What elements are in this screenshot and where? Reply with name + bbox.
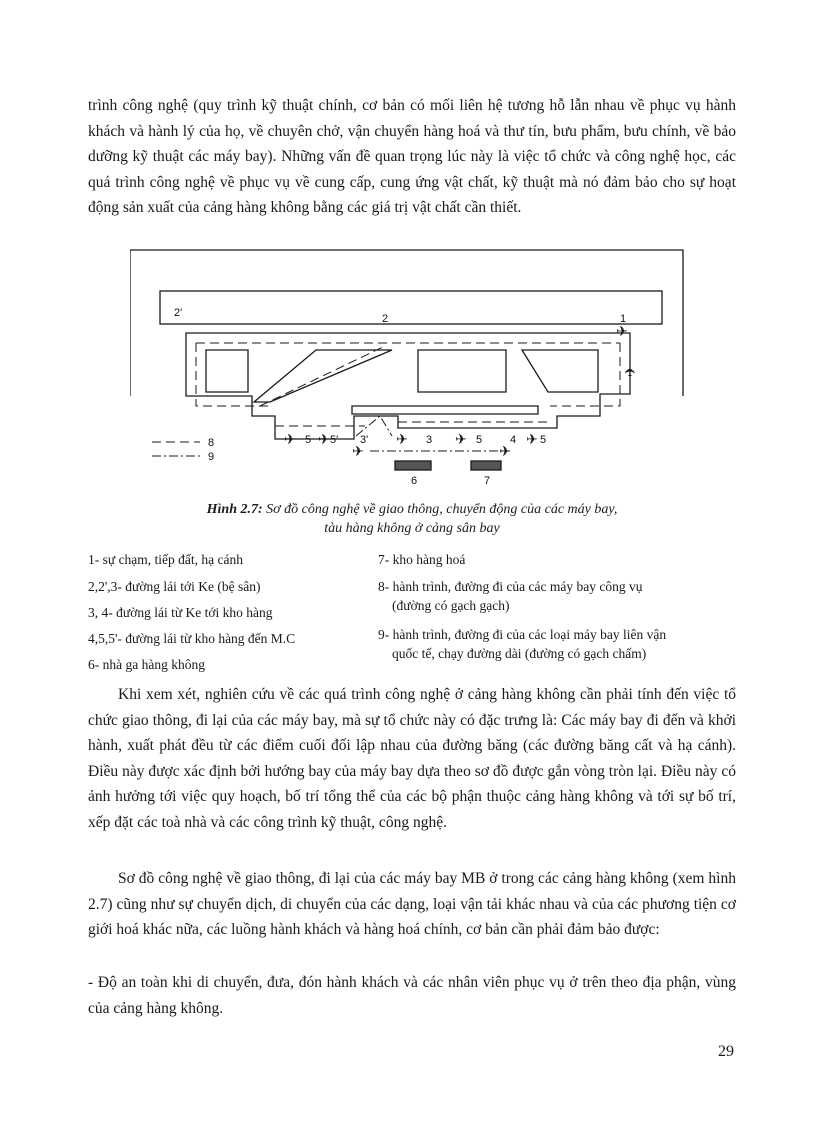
label-5c: 5 xyxy=(540,434,547,446)
aircraft-icon: ✈ xyxy=(455,431,467,447)
label-7: 7 xyxy=(484,475,491,487)
label-8: 8 xyxy=(208,437,215,449)
legend-item-6: 6- nhà ga hàng không xyxy=(88,657,205,672)
paragraph-traffic-scheme: Sơ đồ công nghệ về giao thông, đi lại của các máy bay MB ở trong các cảng hàng không (xem hình 2.7) cũng như sự chuyển dịch, di chuyển của các dạng, loại vận tải khác nhau và của các phương tiện cơ giới hoá khác nữa, các luồng hành khách và hàng hoá chính, cơ bản cần phải đảm bảo được: xyxy=(88,870,736,939)
label-5-prime: 5' xyxy=(330,434,339,446)
label-1: 1 xyxy=(620,313,627,325)
legend-item-9: 9- hành trình, đường đi của các loại máy bay liên vận xyxy=(378,627,667,642)
caption-lead: Hình 2.7: xyxy=(206,502,263,517)
terminal-building xyxy=(395,461,431,470)
legend-item-1: 1- sự chạm, tiếp đất, hạ cánh xyxy=(88,552,244,567)
taxi-route-diagonal xyxy=(260,346,385,406)
aircraft-icon: ✈ xyxy=(616,323,628,339)
aircraft-icon: ✈ xyxy=(499,443,511,459)
aircraft-icon: ✈ xyxy=(622,365,638,377)
apron-strip xyxy=(352,406,538,414)
taxiway-outline xyxy=(186,333,630,439)
label-2-prime: 2' xyxy=(174,307,183,319)
caption-line-1: Sơ đồ công nghệ về giao thông, chuyển động của các máy bay, xyxy=(266,502,618,517)
label-5: 5 xyxy=(305,434,312,446)
island-diagonal xyxy=(254,350,392,402)
label-9: 9 xyxy=(208,451,215,463)
legend-item-4: 4,5,5'- đường lái từ kho hàng đến M.C xyxy=(88,631,296,646)
legend-item-8-cont: (đường có gạch gạch) xyxy=(392,598,510,613)
page-number: 29 xyxy=(718,1043,734,1060)
runway xyxy=(160,291,662,324)
cargo-warehouse xyxy=(471,461,501,470)
legend-item-8: 8- hành trình, đường đi của các máy bay công vụ xyxy=(378,579,643,594)
aircraft-icon: ✈ xyxy=(526,431,538,447)
aircraft-icon: ✈ xyxy=(318,431,330,447)
outer-boundary xyxy=(130,250,683,396)
label-5b: 5 xyxy=(476,434,483,446)
paragraph-traffic-organization: Khi xem xét, nghiên cứu về các quá trình công nghệ ở cảng hàng không cần phải tính đến việc tổ chức giao thông, đi lại của các máy bay, mà sự tổ chức này có đặc trưng là: Các máy bay đi đến và khởi hành, xuất phát đều từ các điểm cuối đối lập nhau của đường băng (các đường băng cất và hạ cánh). Điều này được xác định bởi hướng bay của máy bay dựa theo sơ đồ được gắn vòng tròn lại. Điều này có ảnh hưởng tới việc quy hoạch, bố trí tổng thể của các bộ phận thuộc cảng hàng không và tới sự bố trí, xếp đặt các toà nhà và các công trình kỹ thuật, công nghệ. xyxy=(88,686,736,831)
island-middle xyxy=(418,350,506,392)
legend-item-3: 3, 4- đường lái từ Ke tới kho hàng xyxy=(88,605,273,620)
aircraft-icon: ✈ xyxy=(284,431,296,447)
label-4: 4 xyxy=(510,434,517,446)
paragraph-safety-item: - Độ an toàn khi di chuyển, đưa, đón hành khách và các nhân viên phục vụ ở trên theo địa phận, vùng của cảng hàng không. xyxy=(88,974,736,1017)
island-left xyxy=(206,350,248,392)
island-right xyxy=(522,350,598,392)
aircraft-icon: ✈ xyxy=(352,443,364,459)
label-3: 3 xyxy=(426,434,433,446)
taxi-route-right xyxy=(550,343,620,406)
aircraft-icon: ✈ xyxy=(396,431,408,447)
caption-line-2: tàu hàng không ở cảng sân bay xyxy=(324,521,500,536)
legend-item-7: 7- kho hàng hoá xyxy=(378,552,466,567)
legend-item-2: 2,2',3- đường lái tới Ke (bệ sân) xyxy=(88,579,261,594)
airport-traffic-diagram xyxy=(130,246,690,492)
figure-caption xyxy=(88,500,736,538)
label-6: 6 xyxy=(411,475,418,487)
label-2: 2 xyxy=(382,313,389,325)
legend-item-9-cont: quốc tế, chạy đường dài (đường có gạch chấm) xyxy=(392,646,647,661)
paragraph-intro: trình công nghệ (quy trình kỹ thuật chính, cơ bản có mối liên hệ tương hỗ lẫn nhau về phục vụ hành khách và hành lý của họ, về chuyên chở, vận chuyển hàng hoá và thư tín, bưu phẩm, bưu chính, về bảo dưỡng kỹ thuật các máy bay). Những vấn đề quan trọng lúc này là việc tổ chức và công nghệ học, các quá trình công nghệ về phục vụ về cung cấp, cung ứng vật chất, kỹ thuật mà nó đảm bảo cho sự hoạt động sản xuất của cảng hàng không bằng các giá trị vật chất cần thiết. xyxy=(88,97,736,217)
label-3-prime: 3' xyxy=(360,434,369,446)
